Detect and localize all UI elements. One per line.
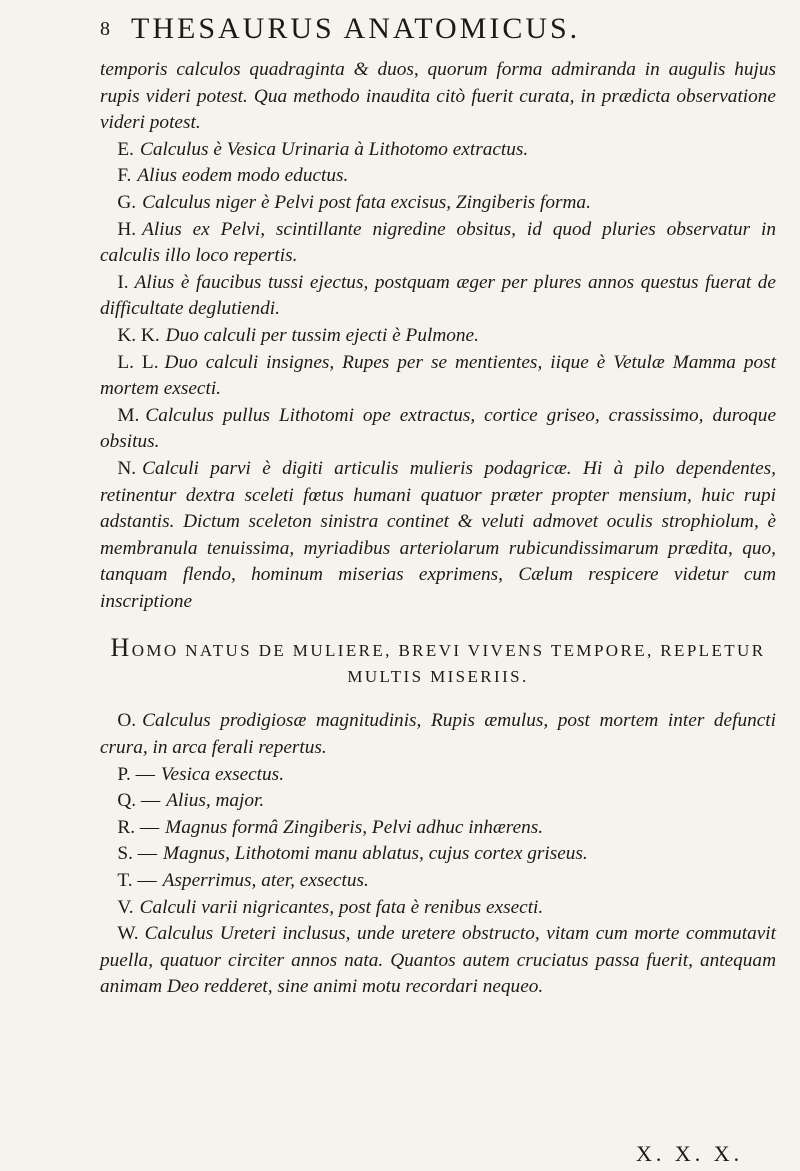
entry-text: Alius, major.	[166, 790, 265, 812]
entry-w	[100, 921, 776, 1001]
entry-letter: O.	[117, 710, 137, 732]
entry-v	[100, 895, 776, 922]
entry-text: Alius ex Pelvi, scintillante nigredine obsitus, id quod pluries observatur in calculis illo loco repertis.	[100, 218, 776, 267]
entry-o	[100, 708, 776, 761]
entry-text: Calculi varii nigricantes, post fata è renibus exsecti.	[139, 896, 544, 918]
intro-paragraph: temporis calculos quadraginta & duos, quorum forma admiranda in augulis hujus rupis videri potest. Qua methodo inaudita citò fuerit curata, in prædicta observatione videri potest.	[100, 59, 776, 134]
entry-text: Magnus formâ Zingiberis, Pelvi adhuc inhærens.	[165, 816, 544, 838]
entry-letter: M.	[117, 404, 140, 426]
running-title: THESAURUS ANATOMICUS.	[131, 12, 581, 45]
entry-letter: H.	[117, 218, 137, 240]
entry-letter: T. —	[117, 870, 157, 892]
entry-letter: N.	[117, 457, 137, 479]
entry-s	[100, 841, 776, 868]
entry-ll	[100, 350, 776, 403]
entry-i	[100, 270, 776, 323]
catchword: X. X. X.	[636, 1141, 744, 1166]
entry-text: Vesica exsectus.	[160, 763, 285, 785]
entry-letter: R. —	[117, 816, 160, 838]
entry-m	[100, 403, 776, 456]
entry-text: Calculus è Vesica Urinaria à Lithotomo extractus.	[139, 138, 529, 160]
entry-letter: E.	[117, 138, 134, 160]
entry-t	[100, 868, 776, 895]
entry-text: Alius è faucibus tussi ejectus, postquam æger per plures annos questus fuerat de difficultate deglutiendi.	[100, 271, 776, 320]
entry-h	[100, 217, 776, 270]
headline-initial: H	[110, 633, 132, 663]
entry-text: Calculus niger è Pelvi post fata excisus, Zingiberis forma.	[142, 191, 591, 213]
headline-text: OMO NATUS DE MULIERE, BREVI VIVENS TEMPORE, REPLETUR MULTIS MISERIIS.	[131, 641, 766, 687]
entry-g	[100, 190, 776, 217]
entry-text: Calculus pullus Lithotomi ope extractus, cortice griseo, crassissimo, duroque obsitus.	[100, 404, 776, 453]
entry-text: Asperrimus, ater, exsectus.	[162, 870, 369, 892]
entry-letter: W.	[117, 923, 139, 945]
entry-letter: Q. —	[117, 790, 161, 812]
entry-kk	[100, 323, 776, 350]
entry-letter: F.	[117, 165, 132, 187]
entry-letter: P. —	[117, 763, 155, 785]
entry-n	[100, 456, 776, 616]
entry-text: Calculus prodigiosæ magnitudinis, Rupis æmulus, post mortem inter defuncti crura, in arca ferali repertus.	[100, 710, 776, 759]
entry-text: Calculus Ureteri inclusus, unde uretere obstructo, vitam cum morte commutavit puella, quatuor circiter annos nata. Quantos autem cruciatus passa fuerit, antequam animam Deo redderet, sine animi motu recordari nequeo.	[100, 923, 776, 998]
entry-letter: V.	[117, 896, 134, 918]
entry-text: Alius eodem modo eductus.	[137, 165, 349, 187]
entry-letter: I.	[117, 271, 129, 293]
entry-letter: L. L.	[117, 351, 159, 373]
page-number: 8	[100, 18, 113, 40]
entry-letter: K. K.	[117, 324, 160, 346]
entry-letter: G.	[117, 191, 137, 213]
entry-text: Magnus, Lithotomi manu ablatus, cujus cortex griseus.	[163, 843, 588, 865]
entry-q	[100, 788, 776, 815]
entry-e	[100, 137, 776, 164]
entry-letter: S. —	[117, 843, 158, 865]
inscription-headline	[100, 635, 776, 690]
entry-text: Calculi parvi è digiti articulis mulieris podagricæ. Hi à pilo dependentes, retinentur dextra sceleti fœtus humani quatuor præter propter mensium, huic rupi adstantis. Dictum sceleton sinistra continet & veluti admovet oculis strophiolum, è membranula tenuissima, myriadibus arteriolarum rubicundissimarum prædita, quo, tanquam flendo, hominum miserias exprimens, Cælum respicere videtur cum inscriptione	[100, 457, 776, 612]
body-text	[100, 57, 776, 1001]
entry-p	[100, 762, 776, 789]
running-header	[100, 12, 760, 46]
entry-text: Duo calculi per tussim ejecti è Pulmone.	[165, 324, 479, 346]
entry-text: Duo calculi insignes, Rupes per se mentientes, iique è Vetulæ Mamma post mortem exsecti.	[100, 351, 776, 400]
entry-f	[100, 163, 776, 190]
entry-r	[100, 815, 776, 842]
